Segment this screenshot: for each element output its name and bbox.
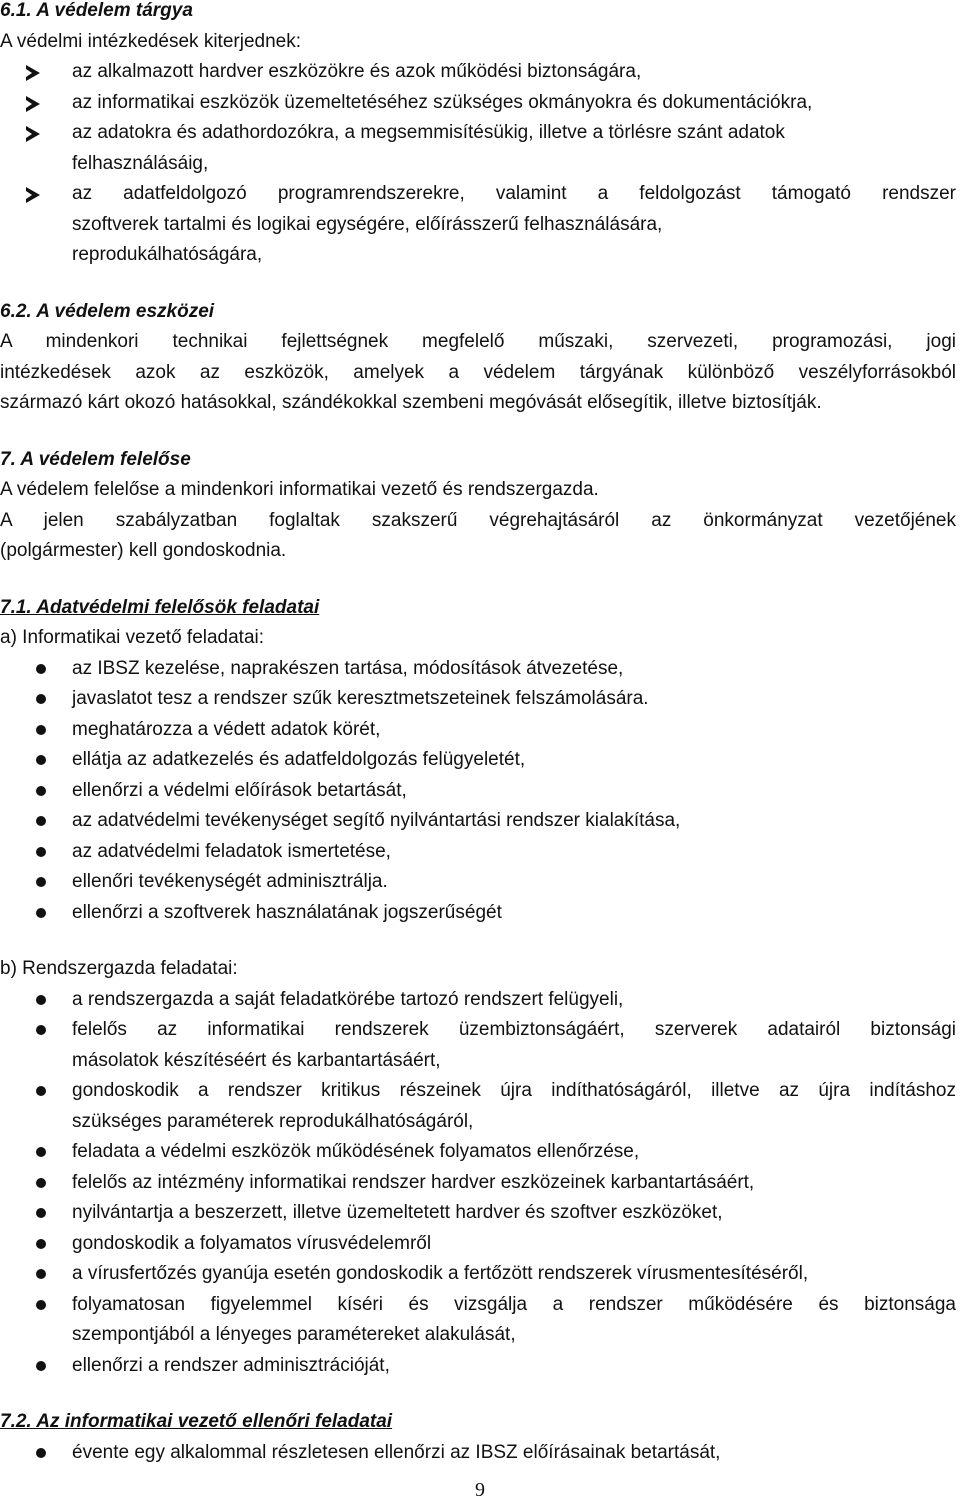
list-item-text: a rendszergazda a saját feladatkörébe tartozó rendszert felügyeli,	[72, 988, 624, 1010]
list-item-text: az adatvédelmi feladatok ismertetése,	[72, 840, 391, 862]
list-item-text: meghatározza a védett adatok körét,	[72, 718, 381, 740]
section-7-line: A védelem felelőse a mindenkori informatikai vezető és rendszergazda.	[0, 479, 599, 500]
section-7-line: (polgármester) kell gondoskodnia.	[0, 540, 287, 561]
section-6-1-list	[0, 57, 956, 271]
section-7-heading: 7. A védelem felelőse	[0, 448, 191, 470]
list-item-text: az IBSZ kezelése, naprakészen tartása, módosítások átvezetése,	[72, 657, 624, 679]
list-item-text: másolatok készítéséért és karbantartásáért,	[72, 1049, 441, 1071]
bullet-icon	[26, 898, 50, 928]
bullet-icon	[26, 654, 50, 684]
list-item	[0, 745, 956, 776]
section-6-2-heading: 6.2. A védelem eszközei	[0, 300, 215, 322]
section-7-1-heading: 7.1. Adatvédelmi felelősök feladatai	[0, 596, 320, 618]
arrow-bullet-icon	[26, 88, 50, 118]
list-item-text: ellenőrzi a szoftverek használatának jogszerűségét	[72, 901, 502, 923]
list-item	[0, 1259, 956, 1290]
list-item-text: ellenőrzi a védelmi előírások betartását,	[72, 779, 407, 801]
bullet-icon	[26, 1229, 50, 1259]
bullet-icon	[26, 985, 50, 1015]
list-item	[0, 985, 956, 1016]
list-item	[0, 57, 956, 88]
list-item	[0, 88, 956, 119]
list-item	[0, 898, 956, 929]
bullet-icon	[26, 1137, 50, 1167]
list-item	[0, 1015, 956, 1076]
bullet-icon	[26, 1168, 50, 1198]
list-item	[0, 1168, 956, 1199]
list-item-text: az adatfeldolgozó programrendszerekre, valamint a feldolgozást támogató rendszer	[72, 183, 956, 204]
bullet-icon	[26, 1198, 50, 1228]
list-item	[0, 837, 956, 868]
list-item-text: ellenőri tevékenységét adminisztrálja.	[72, 871, 388, 892]
list-item-text: az informatikai eszközök üzemeltetéséhez szükséges okmányokra és dokumentációkra,	[72, 91, 813, 113]
bullet-icon	[26, 806, 50, 836]
list-item	[0, 1351, 956, 1382]
list-item-text: reprodukálhatóságára,	[72, 244, 263, 265]
bullet-icon	[26, 1076, 50, 1106]
bullet-icon	[26, 1015, 50, 1045]
list-item-text: az adatvédelmi tevékenységet segítő nyilvántartási rendszer kialakítása,	[72, 810, 681, 831]
arrow-bullet-icon	[26, 179, 50, 209]
section-6-2-paragraph	[0, 327, 956, 419]
list-item-text: az alkalmazott hardver eszközökre és azok működési biztonságára,	[72, 61, 642, 82]
bullet-icon	[26, 1259, 50, 1289]
list-item	[0, 118, 956, 179]
bullet-icon	[26, 715, 50, 745]
page-number: 9	[475, 1479, 485, 1501]
arrow-bullet-icon	[26, 57, 50, 87]
bullet-icon	[26, 684, 50, 714]
list-item-text: szoftverek tartalmi és logikai egységére, előírásszerű felhasználására,	[72, 213, 663, 235]
list-item-text: felelős az informatikai rendszerek üzembiztonságáért, szerverek adatairól biztonsági	[72, 1019, 956, 1040]
bullet-icon	[26, 867, 50, 897]
list-item-text: nyilvántartja a beszerzett, illetve üzemeltetett hardver és szoftver eszközöket,	[72, 1202, 723, 1223]
list-item	[0, 867, 956, 898]
list-item	[0, 179, 956, 271]
list-item	[0, 1198, 956, 1229]
list-item	[0, 1137, 956, 1168]
list-item-text: ellenőrzi a rendszer adminisztrációját,	[72, 1354, 390, 1376]
list-item-text: az adatokra és adathordozókra, a megsemmisítésükig, illetve a törlésre szánt adatok	[72, 122, 785, 143]
list-item-text: felelős az intézmény informatikai rendszer hardver eszközeinek karbantartásáért,	[72, 1171, 755, 1193]
arrow-bullet-icon	[26, 118, 50, 148]
list-item	[0, 654, 956, 685]
section-7-line: A jelen szabályzatban foglaltak szakszerű végrehajtásáról az önkormányzat vezetőjének	[0, 509, 956, 531]
paragraph-line: A mindenkori technikai fejlettségnek megfelelő műszaki, szervezeti, programozási, jogi	[0, 331, 956, 352]
section-7-2-heading: 7.2. Az informatikai vezető ellenőri feladatai	[0, 1411, 393, 1432]
list-item-text: javaslatot tesz a rendszer szűk keresztmetszeteinek felszámolására.	[72, 688, 649, 709]
list-item-text: feladata a védelmi eszközök működésének folyamatos ellenőrzése,	[72, 1141, 640, 1162]
list-item-text: évente egy alkalommal részletesen ellenőrzi az IBSZ előírásainak betartását,	[72, 1441, 721, 1463]
list-item	[0, 1290, 956, 1351]
list-item	[0, 684, 956, 715]
list-item	[0, 1229, 956, 1260]
bullet-icon	[26, 1290, 50, 1320]
section-6-1-heading: 6.1. A védelem tárgya	[0, 0, 193, 21]
bullet-icon	[26, 776, 50, 806]
list-item-text: szempontjából a lényeges paramétereket alakulását,	[72, 1324, 516, 1345]
list-item-text: a vírusfertőzés gyanúja esetén gondoskodik a fertőzött rendszerek vírusmentesítéséről,	[72, 1263, 809, 1284]
list-item	[0, 806, 956, 837]
list-item-text: szükséges paraméterek reprodukálhatóságáról,	[72, 1110, 474, 1132]
sysadmin-duties-label: b) Rendszergazda feladatai:	[0, 958, 238, 979]
informatics-lead-duties-list	[0, 654, 956, 929]
list-item-text: gondoskodik a rendszer kritikus részeinek újra indíthatóságáról, illetve az újra indításhoz	[72, 1080, 956, 1101]
list-item	[0, 1076, 956, 1137]
informatics-lead-duties-label: a) Informatikai vezető feladatai:	[0, 627, 265, 648]
section-6-1-intro: A védelmi intézkedések kiterjednek:	[0, 30, 301, 52]
list-item-text: felhasználásáig,	[72, 152, 209, 174]
paragraph-line: intézkedések azok az eszközök, amelyek a védelem tárgyának különböző veszélyforrásokból	[0, 361, 956, 383]
list-item	[0, 1438, 956, 1469]
bullet-icon	[26, 837, 50, 867]
section-7-2-list	[0, 1438, 956, 1469]
bullet-icon	[26, 745, 50, 775]
list-item	[0, 776, 956, 807]
list-item-text: folyamatosan figyelemmel kíséri és vizsgálja a rendszer működésére és biztonsága	[72, 1293, 956, 1315]
list-item	[0, 715, 956, 746]
sysadmin-duties-list	[0, 985, 956, 1382]
list-item-text: ellátja az adatkezelés és adatfeldolgozás felügyeletét,	[72, 749, 526, 770]
paragraph-line: származó kárt okozó hatásokkal, szándékokkal szembeni megóvását elősegítik, illetve biztosítják.	[0, 392, 822, 413]
bullet-icon	[26, 1438, 50, 1468]
list-item-text: gondoskodik a folyamatos vírusvédelemről	[72, 1232, 432, 1254]
bullet-icon	[26, 1351, 50, 1381]
